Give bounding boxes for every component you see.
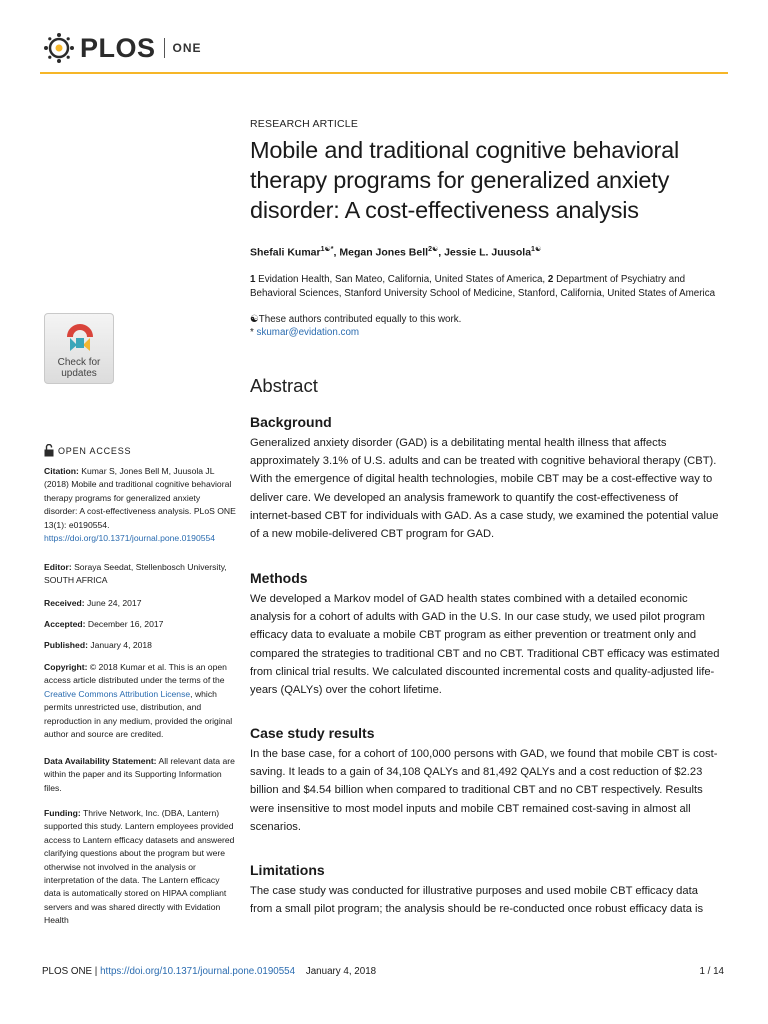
crossmark-label: Check for bbox=[57, 357, 101, 368]
check-for-updates-button[interactable] bbox=[44, 313, 114, 384]
header-rule bbox=[40, 72, 728, 74]
abstract-section-background bbox=[250, 414, 720, 543]
open-lock-icon bbox=[44, 444, 54, 457]
contribution-notes: ☯These authors contributed equally to this work. * skumar@evidation.com bbox=[250, 313, 462, 338]
license-link[interactable]: Creative Commons Attribution License bbox=[44, 688, 191, 699]
author-name[interactable]: Megan Jones Bell bbox=[339, 246, 429, 259]
page-number: 1 / 14 bbox=[699, 966, 724, 977]
article-title: Mobile and traditional cognitive behavioral therapy programs for generalized anxiety disorder: A cost-effectiveness analysis bbox=[250, 137, 680, 223]
affiliation-number: 1 bbox=[250, 273, 256, 285]
article-type: RESEARCH ARTICLE bbox=[250, 118, 359, 130]
crossmark-label: updates bbox=[61, 368, 97, 379]
abstract-section-limitations bbox=[250, 862, 720, 918]
section-text: Generalized anxiety disorder (GAD) is a debilitating mental health illness that affects approximately 3.1% of U.S. adults and can be treated with cognitive behavioral therapy (CBT). With the emergence of digital health technologies, mobile CBT may be a cost-effective way to deliver care. We developed an analysis framework to quantify the cost-effectiveness of internet-based CBT for individuals with GAD. As a case study, we examined the potential value of a new mobile-delivered CBT program for GAD. bbox=[250, 437, 719, 541]
author-sup: 1☯ bbox=[531, 246, 542, 253]
equal-contrib-note: These authors contributed equally to this work. bbox=[258, 313, 462, 325]
author-name[interactable]: Shefali Kumar bbox=[250, 246, 321, 259]
affiliation-text: Evidation Health, San Mateo, California, United States of America, bbox=[255, 273, 548, 285]
journal-subname: ONE bbox=[172, 41, 202, 55]
footer-doi-link[interactable]: https://doi.org/10.1371/journal.pone.0190554 bbox=[100, 966, 296, 977]
logo-divider bbox=[164, 38, 165, 58]
equal-contrib-icon: ☯ bbox=[250, 313, 259, 325]
copyright-block: Copyright: © 2018 Kumar et al. This is an open access article distributed under the terms of the Creative Commons Attribution License, which permits unrestricted use, distribution, and reproduction in any medium, provided the original author and source are credited. bbox=[44, 662, 233, 740]
affiliation-number: 2 bbox=[547, 273, 554, 285]
article-header bbox=[250, 118, 720, 397]
section-text: The case study was conducted for illustrative purposes and used mobile CBT efficacy data from a small pilot program; the analysis should be re-conducted once robust efficacy data is bbox=[250, 885, 704, 916]
affiliations bbox=[250, 273, 720, 301]
citation-block: Citation: Kumar S, Jones Bell M, Juusola JL (2018) Mobile and traditional cognitive behavioral therapy programs for generalized anxiety disorder: A cost-effectiveness analysis. PLoS ONE 13(1): e0190554. https://doi.org/10.1371/journal.pone.0190554 bbox=[44, 466, 236, 544]
corresponding-email-link[interactable]: skumar@evidation.com bbox=[256, 326, 360, 338]
published-date: Published: January 4, 2018 bbox=[44, 640, 152, 650]
author-sup: 1☯* bbox=[320, 246, 334, 253]
abstract-section-case-study-results bbox=[250, 725, 720, 836]
section-heading: Background bbox=[250, 414, 332, 430]
footer-date: January 4, 2018 bbox=[305, 966, 377, 977]
section-text: We developed a Markov model of GAD health states combined with a detailed economic analysis for a cohort of adults with GAD in the U.S. In our case study, we used pilot program efficacy data to evaluate a mobile CBT program as either prevention or treatment only and compared the strategies to traditional CBT and no CBT. Traditional CBT efficacy was estimated from clinical trial results. We calculated discounted incremental costs and quality-adjusted life-years (QALYs) over the cohort lifetime. bbox=[250, 593, 720, 697]
affiliation-text: Department of Psychiatry and Behavioral Sciences, Stanford University School of Medicine, Stanford, California, United States of America bbox=[250, 273, 716, 299]
crossmark-icon bbox=[63, 321, 97, 355]
funding-block: Funding: Thrive Network, Inc. (DBA, Lantern) supported this study. Lantern employees provided access to Lantern efficacy datasets and answered clarifying questions about the program but were otherwise not involved in the analysis or interpretation of the data. The Lantern efficacy data is automatically stored on HIPAA compliant servers and was shared directly with Evidation Health bbox=[44, 808, 235, 926]
abstract-heading: Abstract bbox=[250, 374, 318, 396]
author-list: Shefali Kumar$^{1☯*}$, Megan Jones Bell$^{2☯}$, Jessie L. Juusola$^{1☯}$ bbox=[250, 246, 542, 259]
open-access-label: OPEN ACCESS bbox=[58, 445, 132, 456]
page-footer bbox=[42, 966, 724, 977]
abstract-section-methods bbox=[250, 570, 720, 699]
editor-block: Editor: Soraya Seedat, Stellenbosch University, SOUTH AFRICA bbox=[44, 562, 227, 586]
plos-one-logo[interactable] bbox=[42, 32, 202, 64]
open-access-badge bbox=[44, 444, 131, 457]
section-text: In the base case, for a cohort of 100,000 persons with GAD, we found that mobile CBT is cost-saving. It leads to a gain of 34,108 QALYs and 81,492 QALYs and a cost reduction of $2.23 billion and $4.54 billion when compared to traditional CBT and no CBT respectively. Results were insensitive to most model inputs and mobile CBT remained cost-saving in almost all scenarios. bbox=[250, 748, 718, 833]
section-heading: Limitations bbox=[250, 862, 325, 878]
section-heading: Methods bbox=[250, 570, 308, 586]
author-name[interactable]: Jessie L. Juusola bbox=[444, 246, 532, 259]
data-availability-block: Data Availability Statement: All relevant data are within the paper and its Supporting Information files. bbox=[44, 756, 235, 793]
section-heading: Case study results bbox=[250, 725, 375, 741]
footer-journal: PLOS ONE | bbox=[42, 966, 101, 977]
author-sup: 2☯ bbox=[428, 246, 439, 253]
plos-logo-icon bbox=[42, 31, 76, 65]
citation-doi-link[interactable]: https://doi.org/10.1371/journal.pone.0190554 bbox=[44, 533, 216, 544]
journal-name: PLOS bbox=[80, 32, 156, 63]
received-date: Received: June 24, 2017 bbox=[44, 598, 142, 608]
accepted-date: Accepted: December 16, 2017 bbox=[44, 619, 164, 629]
